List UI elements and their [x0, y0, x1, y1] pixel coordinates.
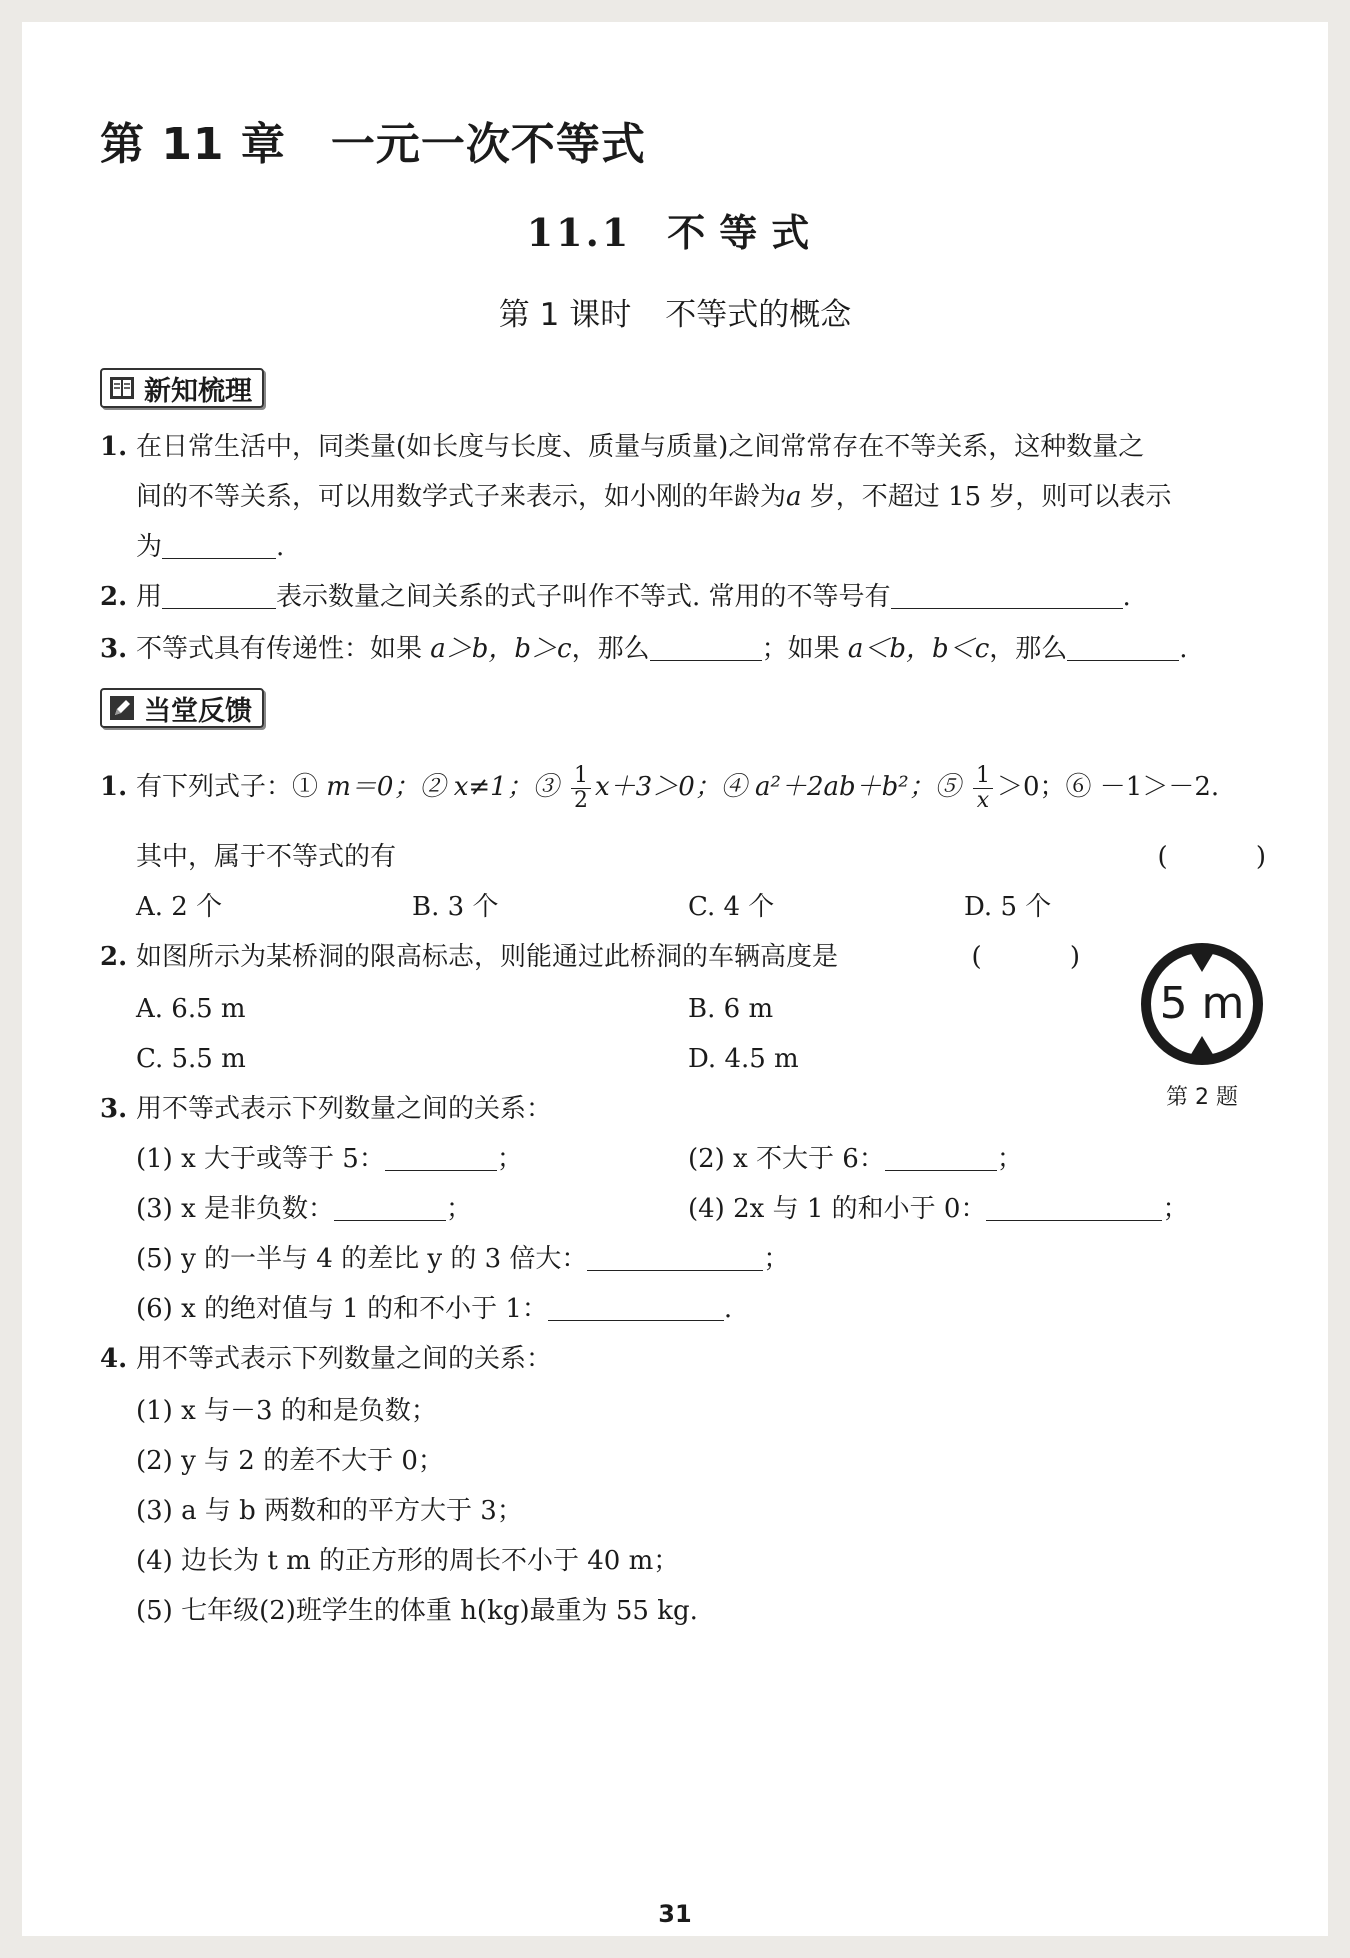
- figure-caption: 第 2 题: [1166, 1085, 1238, 1110]
- p1-q1-line1: 1. 在日常生活中，同类量(如长度与长度、质量与质量)之间常常存在不等关系，这种数量之: [100, 432, 1145, 462]
- option-c[interactable]: C. 5.5 m: [136, 1044, 246, 1074]
- p2-q4-item: (1) x 与－3 的和是负数；: [136, 1396, 437, 1426]
- answer-blank[interactable]: [548, 1294, 724, 1321]
- section-number: 11.1: [526, 210, 632, 255]
- height-limit-sign: [1140, 942, 1264, 1066]
- tag-label: 当堂反馈: [144, 695, 252, 727]
- p1-q1-line2: 间的不等关系，可以用数学式子来表示，如小刚的年龄为a 岁，不超过 15 岁，则可以表示: [136, 482, 1172, 512]
- p2-q2-stem: 2. 如图所示为某桥洞的限高标志，则能通过此桥洞的车辆高度是 ( ): [100, 942, 1120, 972]
- p1-q1-line3: 为 .: [136, 532, 285, 562]
- option-a[interactable]: A. 2 个: [136, 892, 223, 922]
- p1-q3: 3. 不等式具有传递性：如果 a＞b，b＞c，那么 ；如果 a＜b，b＜c，那么 .: [100, 634, 1188, 664]
- section-title: [22, 202, 1328, 257]
- workbook-page: [22, 22, 1328, 1936]
- book-icon: [108, 374, 136, 402]
- p2-q1-stem: 其中，属于不等式的有 ( ): [136, 842, 1306, 872]
- chapter-title: 第 11 章 一元一次不等式: [100, 119, 646, 170]
- section-name: 不等式: [667, 210, 824, 255]
- fraction-one-half: $\frac{1}{2}$: [571, 764, 591, 813]
- sign-text: 5 m: [1159, 978, 1245, 1029]
- answer-blank[interactable]: [162, 532, 276, 559]
- p2-q3-row2: (3) x 是非负数： ； (4) 2x 与 1 的和小于 0： ；: [136, 1194, 1189, 1224]
- option-c[interactable]: C. 4 个: [688, 892, 775, 922]
- p2-q1-expressions: 1. 有下列式子：① m＝0；② x≠1；③ $\frac{1}{2}$ x＋3＞0；④ a²＋2ab＋b²；⑤ $\frac{1}{x}$ ＞0；⑥ －1＞－2.: [100, 762, 1220, 813]
- page-number: 31: [658, 1900, 692, 1928]
- option-b[interactable]: B. 6 m: [688, 994, 774, 1024]
- answer-blank[interactable]: [885, 1144, 997, 1171]
- p2-q3-row4: (6) x 的绝对值与 1 的和不小于 1： .: [136, 1294, 733, 1324]
- p2-q3-row1: (1) x 大于或等于 5： ； (2) x 不大于 6： ；: [136, 1144, 1023, 1174]
- p2-q4-item: (2) y 与 2 的差不大于 0；: [136, 1446, 444, 1476]
- answer-blank[interactable]: [1067, 634, 1179, 661]
- answer-blank[interactable]: [162, 582, 276, 609]
- answer-blank[interactable]: [891, 582, 1123, 609]
- answer-blank[interactable]: [650, 634, 762, 661]
- p2-q4-item: (4) 边长为 t m 的正方形的周长不小于 40 m；: [136, 1546, 680, 1576]
- answer-paren[interactable]: ( ): [971, 942, 1120, 972]
- fraction-one-over-x: $\frac{1}{x}$: [973, 764, 993, 813]
- lesson-title: [22, 289, 1328, 334]
- lesson-name: 不等式的概念: [665, 297, 852, 333]
- answer-blank[interactable]: [334, 1194, 446, 1221]
- p2-q4-stem: 4. 用不等式表示下列数量之间的关系：: [100, 1344, 553, 1374]
- p2-q2-options-cd: [100, 1042, 1306, 1076]
- option-d[interactable]: D. 5 个: [964, 892, 1052, 922]
- section-tag-new-knowledge: [100, 368, 264, 408]
- p2-q4-item: (5) 七年级(2)班学生的体重 h(kg)最重为 55 kg.: [136, 1596, 698, 1626]
- answer-blank[interactable]: [587, 1244, 763, 1271]
- option-b[interactable]: B. 3 个: [412, 892, 499, 922]
- answer-blank[interactable]: [986, 1194, 1162, 1221]
- tag-label: 新知梳理: [144, 375, 252, 407]
- option-d[interactable]: D. 4.5 m: [688, 1044, 799, 1074]
- p2-q1-options: [100, 890, 1306, 924]
- p2-q3-stem: 3. 用不等式表示下列数量之间的关系：: [100, 1094, 553, 1124]
- p2-q2-options-ab: [100, 992, 1306, 1026]
- section-tag-class-feedback: [100, 688, 264, 728]
- p2-q4-item: (3) a 与 b 两数和的平方大于 3；: [136, 1496, 523, 1526]
- option-a[interactable]: A. 6.5 m: [136, 994, 246, 1024]
- p1-q2: 2. 用 表示数量之间关系的式子叫作不等式. 常用的不等号有 .: [100, 582, 1131, 612]
- answer-paren[interactable]: ( ): [1157, 842, 1306, 872]
- answer-blank[interactable]: [385, 1144, 497, 1171]
- pencil-icon: [108, 694, 136, 722]
- lesson-period: 第 1 课时: [498, 297, 632, 333]
- p2-q3-row3: (5) y 的一半与 4 的差比 y 的 3 倍大： ；: [136, 1244, 790, 1274]
